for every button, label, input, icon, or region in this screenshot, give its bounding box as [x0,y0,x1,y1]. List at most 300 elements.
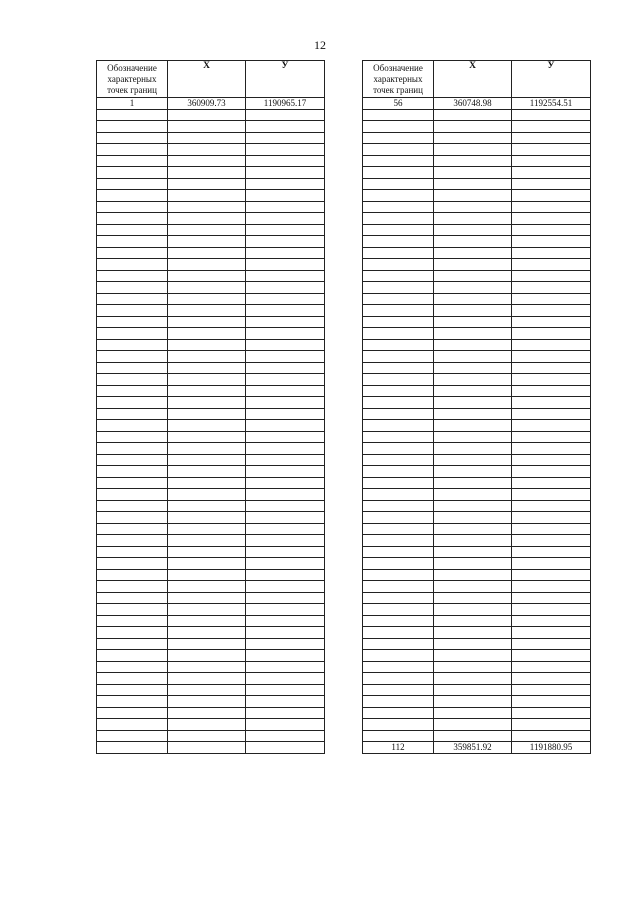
point-id-cell [97,466,168,478]
y-cell [246,351,325,363]
x-cell [168,213,246,225]
table-row [97,362,325,374]
x-cell [168,569,246,581]
table-row [363,167,591,179]
table-row [363,592,591,604]
x-cell [168,742,246,754]
table-row [363,293,591,305]
x-cell [168,109,246,121]
table-row [97,684,325,696]
x-cell [434,443,512,455]
x-cell [168,408,246,420]
x-cell [434,121,512,133]
point-id-cell [97,673,168,685]
y-cell [512,270,591,282]
table-row [97,546,325,558]
table-row [97,592,325,604]
table-row [97,98,325,110]
table-row [97,316,325,328]
y-cell [512,627,591,639]
table-row [363,742,591,754]
y-cell [512,431,591,443]
x-cell [434,696,512,708]
y-cell [246,500,325,512]
x-cell [168,638,246,650]
y-cell [246,443,325,455]
table-row [363,696,591,708]
y-cell [246,316,325,328]
x-cell [434,167,512,179]
y-cell [512,684,591,696]
point-id-cell [97,293,168,305]
point-id-cell [363,397,434,409]
x-cell [168,650,246,662]
table-row [363,351,591,363]
point-id-cell [363,374,434,386]
point-id-cell [97,581,168,593]
point-id-cell [97,684,168,696]
y-cell [512,213,591,225]
point-id-cell [97,282,168,294]
table-row [363,569,591,581]
point-id-cell [363,259,434,271]
point-id-cell [97,489,168,501]
point-id-cell [363,328,434,340]
y-cell [512,155,591,167]
point-id-cell [97,730,168,742]
table-row [363,500,591,512]
y-cell [246,581,325,593]
table-row [97,523,325,535]
table-row [363,397,591,409]
point-id-cell [97,236,168,248]
table-row [97,661,325,673]
y-cell [246,650,325,662]
point-id-cell [363,535,434,547]
x-cell [434,650,512,662]
x-cell [168,707,246,719]
y-cell [246,673,325,685]
x-cell [434,604,512,616]
table-row [97,650,325,662]
y-cell [246,362,325,374]
y-cell [246,374,325,386]
x-cell [434,730,512,742]
y-cell [246,558,325,570]
table-row [97,132,325,144]
point-id-cell [363,650,434,662]
y-cell [246,305,325,317]
table-row [97,707,325,719]
table-row [363,420,591,432]
x-cell [434,339,512,351]
point-id-cell [363,592,434,604]
x-cell [434,661,512,673]
x-cell [168,431,246,443]
y-cell: 1192554.51 [512,98,591,110]
table-row [97,431,325,443]
table-row [363,282,591,294]
table-row [97,742,325,754]
y-cell [512,535,591,547]
y-cell: 1190965.17 [246,98,325,110]
y-cell [512,236,591,248]
x-cell [168,282,246,294]
table-row [363,477,591,489]
y-cell [512,351,591,363]
point-id-cell [97,190,168,202]
table-header-row [363,61,591,98]
point-id-cell [97,397,168,409]
table-row [97,190,325,202]
table-row [97,477,325,489]
point-id-cell [97,167,168,179]
x-cell [168,581,246,593]
table-row [97,224,325,236]
x-cell [168,328,246,340]
x-cell [168,374,246,386]
x-cell [168,293,246,305]
y-cell [246,684,325,696]
point-id-cell [97,558,168,570]
table-row [97,385,325,397]
table-row [97,121,325,133]
x-cell [434,144,512,156]
y-cell [246,431,325,443]
table-row [97,535,325,547]
table-row [363,466,591,478]
table-row [363,155,591,167]
table-row [363,523,591,535]
point-id-cell [97,696,168,708]
table-row [363,259,591,271]
table-row [363,213,591,225]
point-id-cell [97,638,168,650]
table-row [363,316,591,328]
table-row [97,201,325,213]
point-id-cell [363,443,434,455]
point-id-cell [363,420,434,432]
x-cell [168,673,246,685]
point-id-cell [363,477,434,489]
x-cell [168,500,246,512]
y-cell [246,236,325,248]
y-cell [512,443,591,455]
y-cell [246,339,325,351]
x-cell [168,144,246,156]
table-row [97,293,325,305]
y-cell [246,282,325,294]
y-cell [512,650,591,662]
point-id-cell [363,132,434,144]
point-id-cell [363,500,434,512]
point-id-cell [97,351,168,363]
point-id-cell [97,155,168,167]
y-cell [246,707,325,719]
x-cell [168,351,246,363]
table-row [363,638,591,650]
table-row [97,615,325,627]
table-row [97,339,325,351]
point-id-cell [363,362,434,374]
y-cell [246,719,325,731]
table-row [97,696,325,708]
y-cell [246,293,325,305]
y-cell [246,592,325,604]
y-cell [512,604,591,616]
y-cell [512,569,591,581]
y-cell [246,408,325,420]
point-id-cell [363,351,434,363]
y-cell [512,500,591,512]
y-cell [512,477,591,489]
y-cell [246,167,325,179]
x-cell [434,293,512,305]
y-cell [246,569,325,581]
point-id-cell: 1 [97,98,168,110]
table-row [97,247,325,259]
point-id-cell [97,742,168,754]
table-row [363,339,591,351]
x-cell [434,247,512,259]
x-cell [168,604,246,616]
point-id-cell [363,339,434,351]
table-row [363,385,591,397]
y-cell [512,293,591,305]
point-id-cell [97,339,168,351]
y-cell [246,742,325,754]
y-cell [512,408,591,420]
table-row [97,213,325,225]
y-cell [246,512,325,524]
x-cell [434,178,512,190]
point-id-cell [363,707,434,719]
table-row [97,109,325,121]
table-row [363,201,591,213]
x-cell [168,684,246,696]
point-id-cell [97,512,168,524]
x-cell: 360909.73 [168,98,246,110]
x-cell [434,707,512,719]
x-cell [434,431,512,443]
y-cell [246,224,325,236]
point-id-cell [363,696,434,708]
point-id-cell [363,638,434,650]
point-id-cell [363,581,434,593]
table-row [97,236,325,248]
point-id-cell [97,362,168,374]
x-cell [168,696,246,708]
y-cell [246,730,325,742]
y-cell [246,661,325,673]
point-id-cell [97,385,168,397]
point-id-cell [363,385,434,397]
point-id-cell [363,489,434,501]
coordinates-table-left [96,60,325,754]
point-id-cell [363,293,434,305]
y-cell [512,397,591,409]
y-cell [512,420,591,432]
table-row [363,247,591,259]
point-id-cell [363,512,434,524]
x-cell [168,316,246,328]
x-cell [434,305,512,317]
x-cell [434,397,512,409]
y-cell [512,523,591,535]
y-cell [246,259,325,271]
x-cell [434,719,512,731]
table-row [97,397,325,409]
point-id-cell [363,224,434,236]
y-cell [246,155,325,167]
table-row [97,558,325,570]
y-cell [512,558,591,570]
table-row [97,489,325,501]
y-cell [512,282,591,294]
y-cell [246,132,325,144]
table-row [363,270,591,282]
table-row [97,719,325,731]
x-cell [168,362,246,374]
y-cell [512,719,591,731]
x-cell [434,546,512,558]
point-id-cell [363,661,434,673]
point-id-cell [97,615,168,627]
table-row [363,454,591,466]
x-cell [434,109,512,121]
x-cell [434,512,512,524]
table-row [363,512,591,524]
point-id-cell [97,707,168,719]
point-id-cell [363,155,434,167]
y-cell [512,385,591,397]
x-cell [434,454,512,466]
table-row [363,109,591,121]
x-cell [434,224,512,236]
table-row [363,328,591,340]
point-id-cell [363,190,434,202]
y-cell [246,397,325,409]
x-cell [168,546,246,558]
table-row [97,730,325,742]
x-cell [168,443,246,455]
x-cell [168,535,246,547]
point-id-cell [363,305,434,317]
table-row [363,650,591,662]
x-cell [434,351,512,363]
x-cell [168,627,246,639]
y-cell [246,615,325,627]
x-cell [434,236,512,248]
x-cell [168,339,246,351]
x-cell [168,247,246,259]
y-cell [246,627,325,639]
point-id-cell [97,408,168,420]
table-row [97,673,325,685]
point-id-cell [363,684,434,696]
table-row [97,305,325,317]
y-cell [246,523,325,535]
point-id-cell [363,109,434,121]
x-cell [434,466,512,478]
point-id-cell [97,500,168,512]
x-cell [168,397,246,409]
header-point-id: Обозначение характерных точек границ [97,61,168,98]
x-cell [434,638,512,650]
x-cell [434,684,512,696]
table-row [363,408,591,420]
x-cell [168,730,246,742]
table-row [363,190,591,202]
table-row [363,661,591,673]
table-row [363,178,591,190]
point-id-cell [97,121,168,133]
x-cell [168,155,246,167]
y-cell [246,213,325,225]
point-id-cell [363,316,434,328]
x-cell [434,328,512,340]
x-cell [434,592,512,604]
x-cell [434,282,512,294]
table-row [97,144,325,156]
table-row [363,604,591,616]
point-id-cell [97,535,168,547]
point-id-cell [363,408,434,420]
y-cell [246,466,325,478]
x-cell [434,374,512,386]
y-cell: 1191880.95 [512,742,591,754]
x-cell [434,489,512,501]
x-cell [168,420,246,432]
point-id-cell [363,615,434,627]
y-cell [512,730,591,742]
y-cell [512,592,591,604]
point-id-cell [363,558,434,570]
table-row [363,707,591,719]
table-row [97,466,325,478]
table-row [363,224,591,236]
x-cell [168,592,246,604]
x-cell [168,224,246,236]
x-cell [168,190,246,202]
y-cell [512,339,591,351]
y-cell [512,190,591,202]
point-id-cell [97,719,168,731]
x-cell [168,385,246,397]
point-id-cell [363,730,434,742]
point-id-cell [363,569,434,581]
table-row [97,270,325,282]
point-id-cell [97,132,168,144]
y-cell [512,316,591,328]
y-cell [246,535,325,547]
table-header-row [97,61,325,98]
point-id-cell [97,305,168,317]
point-id-cell [363,454,434,466]
x-cell [168,477,246,489]
table-row [363,615,591,627]
x-cell [434,535,512,547]
table-row [97,351,325,363]
y-cell [512,328,591,340]
point-id-cell [97,316,168,328]
x-cell [168,201,246,213]
y-cell [512,512,591,524]
y-cell [246,121,325,133]
point-id-cell [363,167,434,179]
table-row [97,420,325,432]
x-cell [434,270,512,282]
